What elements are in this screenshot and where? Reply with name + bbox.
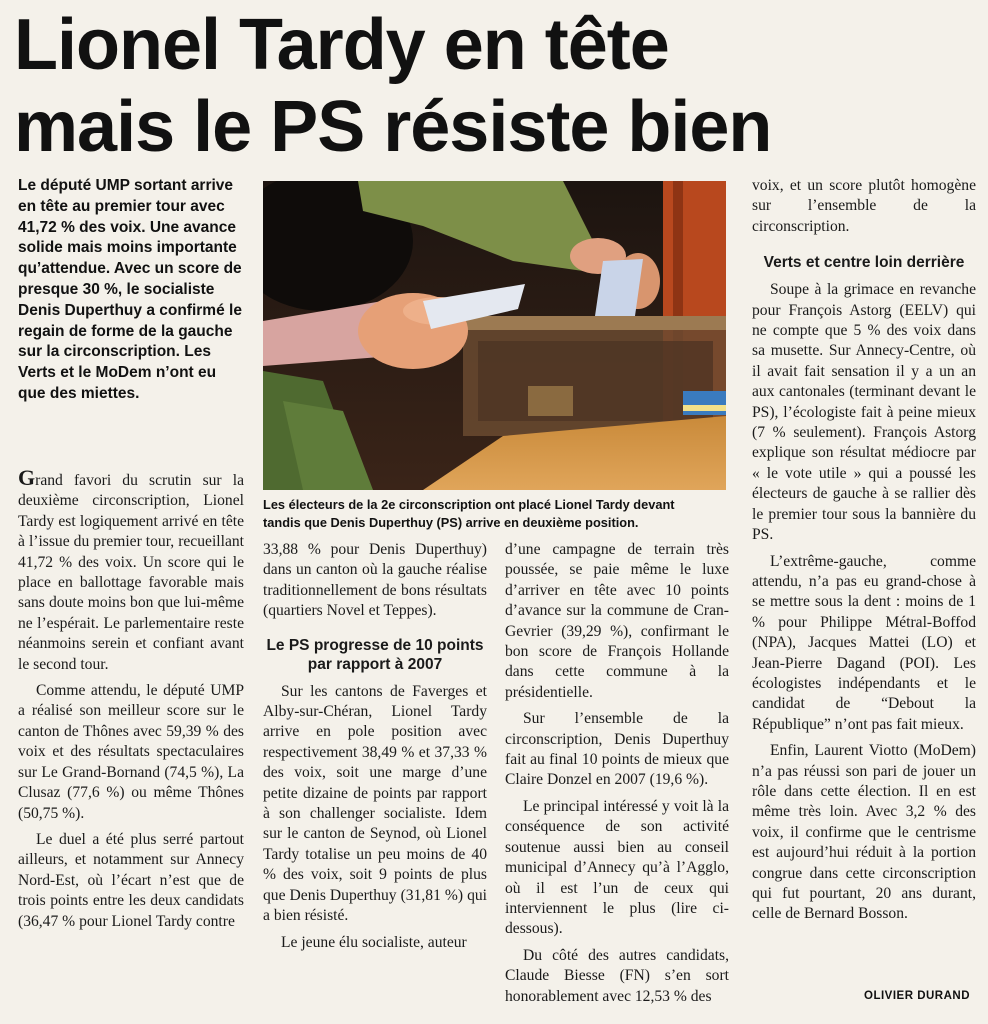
photo-caption [263,496,733,532]
drop-cap: G [18,465,36,490]
news-photo [263,181,726,490]
photo-caption-line-2: tandis que Denis Duperthuy (PS) arrive en deuxième position. [263,515,639,530]
column-1-paragraph-1 [18,465,244,675]
headline-line-1: Lionel Tardy en tête [14,5,669,85]
headline-line-2: mais le PS résiste bien [14,87,772,167]
column-3-paragraph-4: Du côté des autres candidats, Claude Biesse (FN) s’en sort honorablement avec 12,53 % des [505,946,729,1005]
column-2-paragraph-3: Le jeune élu socialiste, auteur [281,933,467,951]
article-column-4 [752,176,976,925]
column-4-paragraph-3: L’extrême-gauche, comme attendu, n’a pas eu grand-chose à se mettre sous la dent : moins de 1 % pour Philippe Métral-Boffod (NPA), Jacques Mattei (LO) et Jean-Pierre Dagand (POI). Les écologistes indépendants et le candidat de “Debout la République” n’ont pas fait mieux. [752,552,976,733]
column-3-paragraph-3: Le principal intéressé y voit là la conséquence de son activité soutenue aussi bien au conseil municipal d’Annecy qu’à l’Agglo, où il est l’un de ceux qui interviennent le plus (lire ci-dessous). [505,797,729,938]
column-4-paragraph-1: voix, et un score plutôt homogène sur l’ensemble de la circonscription. [752,177,976,235]
headline [14,4,974,168]
column-3-paragraph-1: d’une campagne de terrain très poussée, se paie même le luxe d’arriver en tête avec 10 points d’avance sur la commune de Cran-Gevrier (39,29 %), confirmant le bon score de François Hollande dans cette commune à la présidentielle. [505,541,729,701]
article-column-3 [505,540,729,1007]
column-2-paragraph-1: 33,88 % pour Denis Duperthuy) dans un canton où la gauche réalise traditionnellement de bons résultats (quartiers Novel et Teppes). [263,541,487,620]
column-2-paragraph-2: Sur les cantons de Faverges et Alby-sur-Chéran, Lionel Tardy arrive en pole position avec respectivement 38,49 % et 37,33 % des voix, soit une marge d’une petite dizaine de points par rapport à son challenger socialiste. Idem sur le canton de Seynod, où Lionel Tardy totalise un peu moins de 40 % des voix, soit 9 points de plus que Denis Duperthuy (31,81 %) qui a bien résisté. [263,682,487,925]
ballot-box-photo-illustration [263,181,726,490]
column-4-paragraph-4: Enfin, Laurent Viotto (MoDem) n’a pas réussi son pari de jouer un rôle dans cette élection. Il en est même très loin. Avec 3,2 % des voix, il confirme que le centrisme est aujourd’hui réduit à la portion congrue dans cette circonscription qui fut pourtant, 20 ans durant, celle de Bernard Bosson. [752,742,976,923]
article-column-1 [18,465,244,932]
column-1-paragraph-1-text: rand favori du scrutin sur la deuxième circonscription, Lionel Tardy est logiquement arrivé en tête à l’issue du premier tour, recueillant 41,72 % des voix. Un score qui le place en ballottage favorable mais sans doute moins bon que lui-même ne l’espérait. Le parlementaire reste néanmoins serein et confiant avant le second tour. [18,472,244,673]
photo-caption-line-1: Les électeurs de la 2e circonscription ont placé Lionel Tardy devant [263,497,675,512]
article-column-2 [263,540,487,953]
column-1-paragraph-3: Le duel a été plus serré partout ailleurs, et notamment sur Annecy Nord-Est, où l’écart n’est que de trois points entre les deux candidats (36,47 % pour Lionel Tardy contre [18,830,244,930]
column-1-paragraph-2: Comme attendu, le député UMP a réalisé son meilleur score sur le canton de Thônes avec 59,39 % des voix et des résultats spectaculaires sur Le Grand-Bornand (74,5 %), La Clusaz (77,6 %) ou même Thônes (50,75 %). [18,682,244,822]
lede-paragraph: Le député UMP sortant arrive en tête au premier tour avec 41,72 % des voix. Une avance solide mais moins importante qu’attendue. Avec un score de presque 30 %, le socialiste Denis Duperthuy a confirmé le regain de forme de la gauche sur la circonscription. Les Verts et le MoDem n’ont eu que des miettes. [18,177,242,402]
byline: OLIVIER DURAND [864,990,971,1002]
subheading-verts-et-centre: Verts et centre loin derrière [763,254,965,272]
column-4-paragraph-2: Soupe à la grimace en revanche pour François Astorg (EELV) qui ne compte que 5 % des voix dans sa musette. Sur Annecy-Centre, où il avait fait sensation il y a un an aux cantonales (terminant devant le PS), l’écologiste fait à peine mieux (7 % seulement). François Astorg explique son résultat médiocre par « le vote utile » qui a poussé les électeurs de gauche à se rallier dès le premier tour sous la bannière du PS. [752,281,976,544]
subheading-ps-progresse: Le PS progresse de 10 points par rapport à 2007 [266,636,484,673]
column-3-paragraph-2: Sur l’ensemble de la circonscription, Denis Duperthuy fait au final 10 points de mieux que Claire Donzel en 2007 (19,6 %). [505,710,729,789]
